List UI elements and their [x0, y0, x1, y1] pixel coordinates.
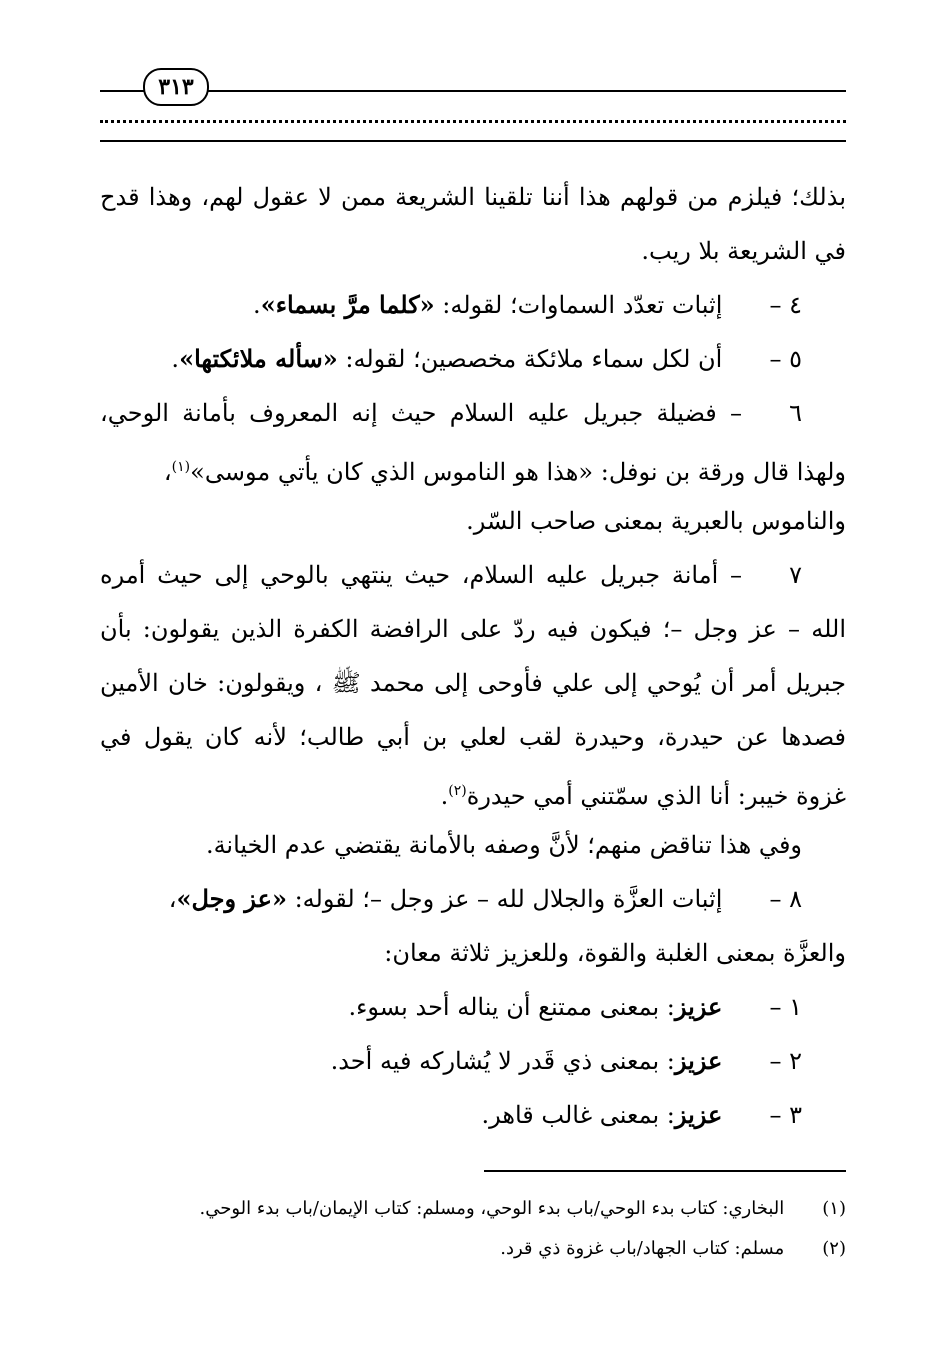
list-number: ١ – — [769, 993, 802, 1021]
list-text: فضيلة جبريل عليه السلام حيث إنه المعروف بأمانة الوحي، — [100, 399, 717, 427]
paragraph-line: فصدها عن حيدرة، وحيدرة لقب لعلي بن أبي طالب؛ لأنه كان يقول في — [100, 723, 846, 751]
list-text: إثبات العزَّة والجلال لله – عز وجل –؛ لقوله: — [286, 885, 723, 913]
list-text: أمانة جبريل عليه السلام، حيث ينتهي بالوحي إلى حيث أمره — [100, 561, 719, 589]
sub-item-2 — [100, 1034, 846, 1088]
definition: : بمعنى ذي قَدر لا يُشاركه فيه أحد. — [330, 1047, 675, 1075]
paragraph-line: بذلك؛ فيلزم من قولهم هذا أننا تلقينا الشريعة ممن لا عقول لهم، وهذا قدح — [100, 183, 846, 211]
header-rule-bottom — [100, 140, 846, 142]
footnote-text: البخاري: كتاب بدء الوحي/باب بدء الوحي، ومسلم: كتاب الإيمان/باب بدء الوحي. — [199, 1198, 785, 1219]
list-number: ٢ – — [769, 1047, 802, 1075]
term: عزيز — [674, 992, 723, 1021]
list-number: ٤ – — [769, 291, 802, 319]
list-item-7 — [100, 548, 846, 602]
footnote-ref-1: (١) — [171, 459, 191, 475]
hadith-quote: «كلما مرَّ بسماء» — [260, 290, 435, 319]
footnote-number: (٢) — [822, 1238, 846, 1259]
paragraph-line — [100, 764, 846, 818]
list-item-4 — [100, 278, 846, 332]
punctuation: ، — [168, 885, 177, 913]
list-number: ٨ – — [769, 885, 802, 913]
term: عزيز — [674, 1046, 723, 1075]
footnote-separator — [484, 1170, 846, 1172]
paragraph-line: والعزَّة بمعنى الغلبة والقوة، وللعزيز ثلاثة معان: — [384, 939, 846, 967]
paragraph-line: وفي هذا تناقض منهم؛ لأنَّ وصفه بالأمانة يقتضي عدم الخيانة. — [205, 831, 802, 859]
definition: : بمعنى غالب قاهر. — [481, 1101, 675, 1129]
paragraph-line: جبريل أمر أن يُوحي إلى علي فأوحى إلى محمد ﷺ ، ويقولون: خان الأمين — [100, 669, 846, 697]
page-number: ٣١٣ — [143, 68, 209, 106]
list-text: إثبات تعدّد السماوات؛ لقوله: — [434, 291, 723, 319]
sub-item-3 — [100, 1088, 846, 1142]
header-rule-top — [100, 90, 846, 92]
footnote-1 — [100, 1194, 846, 1224]
list-item-6 — [100, 386, 846, 440]
footnote-ref-2: (٢) — [448, 783, 467, 799]
list-number: ٧ – — [730, 561, 803, 589]
header-dotted-rule — [100, 120, 846, 123]
punctuation: ، — [163, 458, 172, 486]
punctuation: . — [440, 782, 449, 810]
footnote-text: مسلم: كتاب الجهاد/باب غزوة ذي قرد. — [500, 1238, 785, 1259]
paragraph-line — [100, 440, 846, 494]
term: عزيز — [674, 1100, 723, 1129]
hadith-quote: «سأله ملائكتها» — [179, 344, 338, 373]
paragraph-line: والناموس بالعبرية بمعنى صاحب السّر. — [466, 507, 846, 535]
definition: : بمعنى ممتنع أن يناله أحد بسوء. — [348, 993, 675, 1021]
list-number: ٦ – — [730, 399, 802, 427]
list-item-5 — [100, 332, 846, 386]
punctuation: . — [253, 291, 261, 319]
list-item-8 — [100, 872, 846, 926]
footnote-number: (١) — [822, 1198, 846, 1219]
footnote-2 — [100, 1234, 846, 1264]
paragraph-line: الله – عز وجل –؛ فيكون فيه ردّ على الرافضة الكفرة الذين يقولون: بأن — [100, 615, 846, 643]
paragraph-line: في الشريعة بلا ريب. — [641, 237, 846, 265]
line-text: غزوة خيبر: أنا الذي سمّتني أمي حيدرة — [466, 782, 846, 810]
hadith-quote: «عز وجل» — [176, 884, 287, 913]
punctuation: . — [171, 345, 180, 373]
list-text: أن لكل سماء ملائكة مخصصين؛ لقوله: — [337, 345, 723, 373]
list-number: ٥ – — [769, 345, 802, 373]
sub-item-1 — [100, 980, 846, 1034]
line-text: ولهذا قال ورقة بن نوفل: «هذا هو الناموس الذي كان يأتي موسى» — [190, 458, 846, 486]
list-number: ٣ – — [769, 1101, 802, 1129]
